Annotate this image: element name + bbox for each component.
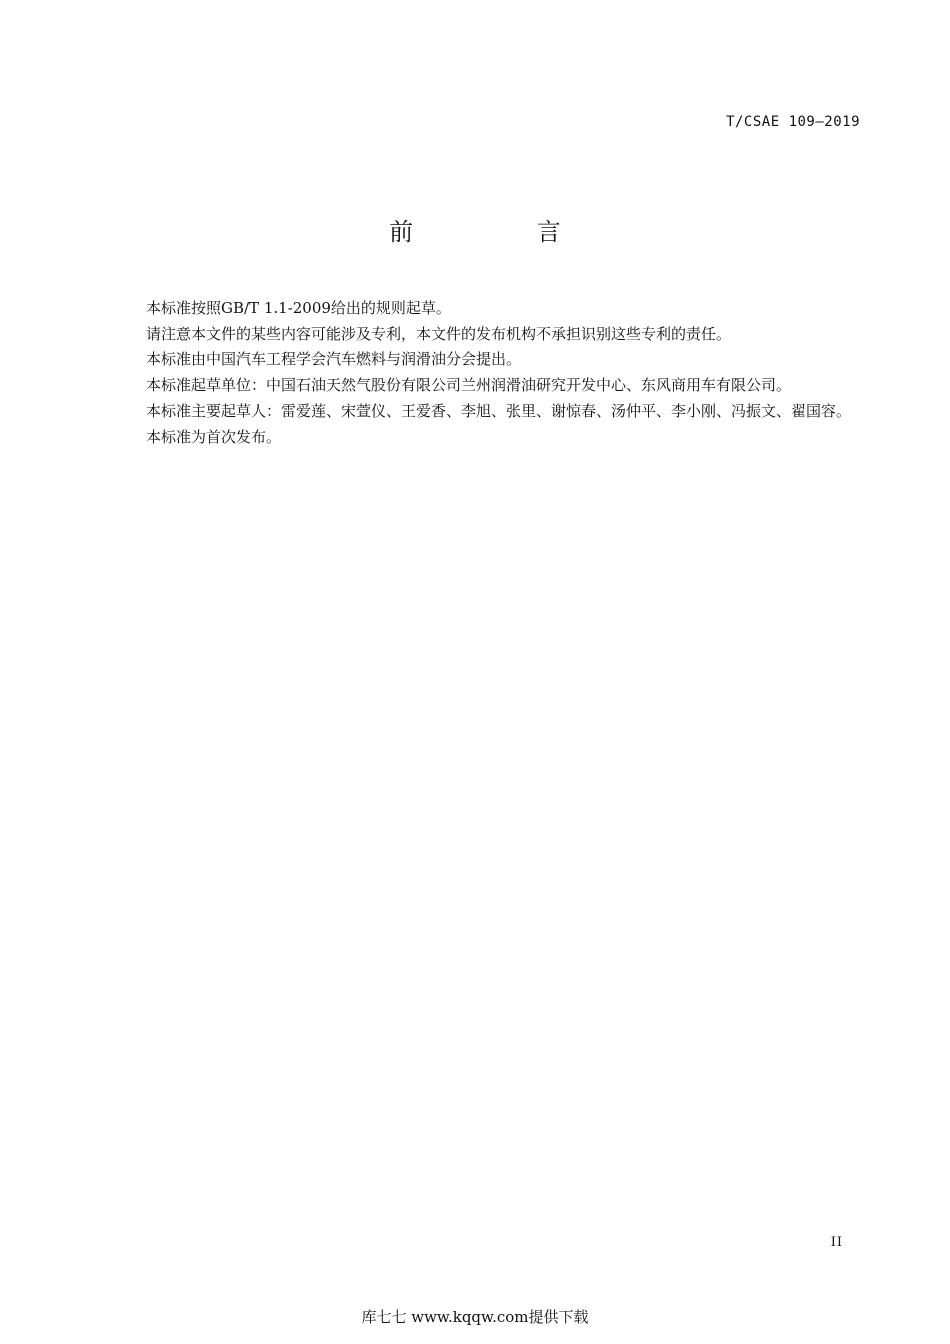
paragraph-drafters: 本标准主要起草人：雷爱莲、宋萱仪、王爱香、李旭、张里、谢惊春、汤仲平、李小刚、冯振文、翟国容。 [146, 401, 852, 420]
page-number: II [830, 1235, 843, 1250]
paragraph-proposer: 本标准由中国汽车工程学会汽车燃料与润滑油分会提出。 [146, 350, 522, 369]
paragraph-drafting-rules: 本标准按照GB/T 1.1-2009给出的规则起草。 [146, 299, 451, 317]
standard-number: T/CSAE 109—2019 [726, 114, 860, 130]
footer-watermark: 库七七 www.kqqw.com提供下载 [361, 1308, 589, 1326]
paragraph-drafting-units: 本标准起草单位：中国石油天然气股份有限公司兰州润滑油研究开发中心、东风商用车有限公司。 [146, 376, 792, 395]
page-title: 前 言 [389, 218, 619, 246]
paragraph-patent-notice: 请注意本文件的某些内容可能涉及专利，本文件的发布机构不承担识别这些专利的责任。 [146, 324, 732, 343]
paragraph-first-release: 本标准为首次发布。 [146, 427, 282, 446]
foreword-body [116, 296, 864, 450]
